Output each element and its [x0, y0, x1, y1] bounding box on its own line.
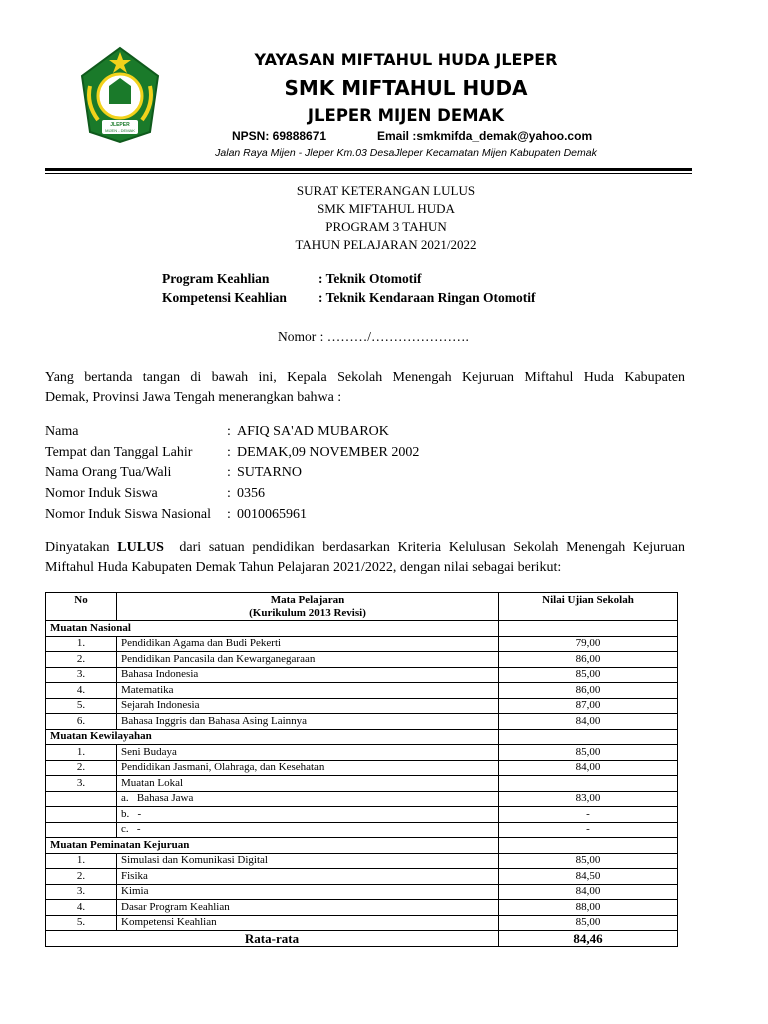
student-field: [45, 486, 265, 502]
grades-table: [45, 592, 678, 947]
table-row: [46, 760, 678, 776]
table-row: [46, 822, 678, 838]
row-subject: Kimia: [117, 884, 499, 900]
header-divider-thick: [45, 168, 692, 171]
row-score: 83,00: [499, 791, 678, 807]
table-row: [46, 745, 678, 761]
table-row: [46, 714, 678, 730]
school-location: JLEPER MIJEN DEMAK: [307, 106, 505, 125]
field-separator: :: [227, 507, 231, 522]
table-row: [46, 853, 678, 869]
row-score: [499, 776, 678, 792]
email: Email :smkmifda_demak@yahoo.com: [377, 129, 593, 143]
row-number: 4.: [46, 900, 117, 916]
row-subject: Pendidikan Pancasila dan Kewarganegaraan: [117, 652, 499, 668]
row-subject: Fisika: [117, 869, 499, 885]
intro-line-2: Demak, Provinsi Jawa Tengah menerangkan bahwa :: [45, 390, 342, 405]
contact-line: [232, 129, 593, 143]
kompetensi-label: Kompetensi Keahlian: [162, 290, 287, 305]
head-score: Nilai Ujian Sekolah: [499, 593, 678, 621]
row-subject: c. -: [117, 822, 499, 838]
field-separator: :: [227, 486, 231, 501]
doc-title-school: SMK MIFTAHUL HUDA: [317, 201, 455, 216]
student-field: [45, 507, 307, 523]
table-row: [46, 807, 678, 823]
row-score: 85,00: [499, 915, 678, 931]
average-row: [46, 931, 678, 947]
row-subject: a. Bahasa Jawa: [117, 791, 499, 807]
student-field-value: DEMAK,09 NOVEMBER 2002: [237, 445, 420, 460]
row-score: 85,00: [499, 667, 678, 683]
section-title: Muatan Nasional: [46, 621, 499, 637]
table-row: [46, 776, 678, 792]
section-row: [46, 729, 678, 745]
table-row: [46, 698, 678, 714]
row-subject: Muatan Lokal: [117, 776, 499, 792]
row-subject: Bahasa Indonesia: [117, 667, 499, 683]
row-subject: Seni Budaya: [117, 745, 499, 761]
row-number: 3.: [46, 776, 117, 792]
statement-paragraph: [45, 538, 685, 578]
row-subject: Pendidikan Jasmani, Olahraga, dan Kesehatan: [117, 760, 499, 776]
row-number: 6.: [46, 714, 117, 730]
row-score: 86,00: [499, 683, 678, 699]
kompetensi-value: : Teknik Kendaraan Ringan Otomotif: [318, 290, 536, 305]
row-subject: Sejarah Indonesia: [117, 698, 499, 714]
statement-post: dari satuan pendidikan berdasarkan Kriteria Kelulusan Sekolah Menengah Kejuruan: [163, 540, 686, 555]
section-row: [46, 838, 678, 854]
row-score: 86,00: [499, 652, 678, 668]
foundation-name: YAYASAN MIFTAHUL HUDA JLEPER: [254, 50, 558, 69]
doc-title: SURAT KETERANGAN LULUS: [296, 183, 476, 198]
row-score: 84,50: [499, 869, 678, 885]
table-row: [46, 915, 678, 931]
student-field-label: Nama Orang Tua/Wali: [45, 465, 172, 480]
row-number: 1.: [46, 745, 117, 761]
row-score: 79,00: [499, 636, 678, 652]
student-field-value: 0356: [237, 486, 265, 501]
row-number: 5.: [46, 915, 117, 931]
section-score-cell: [499, 838, 678, 854]
statement-line-2: Miftahul Huda Kabupaten Demak Tahun Pelajaran 2021/2022, dengan nilai sebagai berikut:: [45, 560, 562, 575]
average-value: 84,46: [499, 931, 678, 947]
table-row: [46, 884, 678, 900]
school-name: SMK MIFTAHUL HUDA: [284, 76, 528, 100]
section-score-cell: [499, 621, 678, 637]
student-field-label: Nomor Induk Siswa: [45, 486, 158, 501]
row-score: 85,00: [499, 745, 678, 761]
school-emblem-icon: [78, 46, 162, 144]
row-number: 2.: [46, 760, 117, 776]
row-number: 1.: [46, 636, 117, 652]
head-subject-curriculum: (Kurikulum 2013 Revisi): [249, 607, 366, 619]
svg-text:MIJEN - DEMAK: MIJEN - DEMAK: [105, 128, 135, 133]
student-field: [45, 445, 420, 461]
row-subject: b. -: [117, 807, 499, 823]
row-number: [46, 791, 117, 807]
table-row: [46, 636, 678, 652]
intro-paragraph: [45, 368, 685, 408]
row-number: 5.: [46, 698, 117, 714]
row-number: 2.: [46, 652, 117, 668]
row-score: 87,00: [499, 698, 678, 714]
row-score: -: [499, 807, 678, 823]
row-subject: Kompetensi Keahlian: [117, 915, 499, 931]
school-address: Jalan Raya Mijen - Jleper Km.03 DesaJleper Kecamatan Mijen Kabupaten Demak: [215, 147, 597, 159]
row-score: 88,00: [499, 900, 678, 916]
table-row: [46, 683, 678, 699]
student-field-label: Tempat dan Tanggal Lahir: [45, 445, 193, 460]
row-number: [46, 807, 117, 823]
student-field-label: Nomor Induk Siswa Nasional: [45, 507, 212, 522]
field-separator: :: [227, 465, 231, 480]
table-row: [46, 900, 678, 916]
row-subject: Simulasi dan Komunikasi Digital: [117, 853, 499, 869]
intro-line-1: Yang bertanda tangan di bawah ini, Kepala Sekolah Menengah Kejuruan Miftahul Huda Kabupaten: [45, 370, 685, 385]
student-field-value: AFIQ SA'AD MUBAROK: [237, 424, 389, 439]
head-no: No: [46, 593, 117, 621]
doc-title-year: TAHUN PELAJARAN 2021/2022: [295, 237, 477, 252]
letter-number: Nomor : ………/………………….: [278, 329, 469, 344]
npsn: NPSN: 69888671: [232, 129, 327, 143]
svg-text:JLEPER: JLEPER: [110, 122, 130, 128]
doc-title-program: PROGRAM 3 TAHUN: [325, 219, 447, 234]
row-subject: Matematika: [117, 683, 499, 699]
field-separator: :: [227, 424, 231, 439]
table-row: [46, 869, 678, 885]
section-score-cell: [499, 729, 678, 745]
row-subject: Dasar Program Keahlian: [117, 900, 499, 916]
row-number: 4.: [46, 683, 117, 699]
head-subject-title: Mata Pelajaran: [270, 594, 345, 606]
table-row: [46, 791, 678, 807]
section-title: Muatan Kewilayahan: [46, 729, 499, 745]
student-field-value: SUTARNO: [237, 465, 302, 480]
row-score: 84,00: [499, 884, 678, 900]
student-field-label: Nama: [45, 424, 79, 439]
program-label: Program Keahlian: [162, 271, 270, 286]
school-logo: [78, 46, 162, 144]
row-number: 1.: [46, 853, 117, 869]
head-subject: [117, 593, 499, 621]
row-score: 84,00: [499, 760, 678, 776]
row-number: 2.: [46, 869, 117, 885]
row-subject: Pendidikan Agama dan Budi Pekerti: [117, 636, 499, 652]
header-divider-thin: [45, 173, 692, 174]
table-row: [46, 667, 678, 683]
statement-pre: Dinyatakan: [45, 540, 118, 555]
kompetensi-keahlian: [162, 290, 536, 306]
row-number: [46, 822, 117, 838]
statement-lulus: LULUS: [117, 540, 164, 555]
average-label: Rata-rata: [46, 931, 499, 947]
row-score: 85,00: [499, 853, 678, 869]
row-subject: Bahasa Inggris dan Bahasa Asing Lainnya: [117, 714, 499, 730]
statement-line-1: [45, 538, 685, 558]
row-score: 84,00: [499, 714, 678, 730]
row-number: 3.: [46, 667, 117, 683]
section-title: Muatan Peminatan Kejuruan: [46, 838, 499, 854]
student-field-value: 0010065961: [237, 507, 307, 522]
section-row: [46, 621, 678, 637]
table-row: [46, 652, 678, 668]
student-field: [45, 424, 389, 440]
field-separator: :: [227, 445, 231, 460]
program-keahlian: [162, 271, 422, 287]
row-number: 3.: [46, 884, 117, 900]
row-score: -: [499, 822, 678, 838]
student-field: [45, 465, 302, 481]
program-value: : Teknik Otomotif: [318, 271, 422, 286]
